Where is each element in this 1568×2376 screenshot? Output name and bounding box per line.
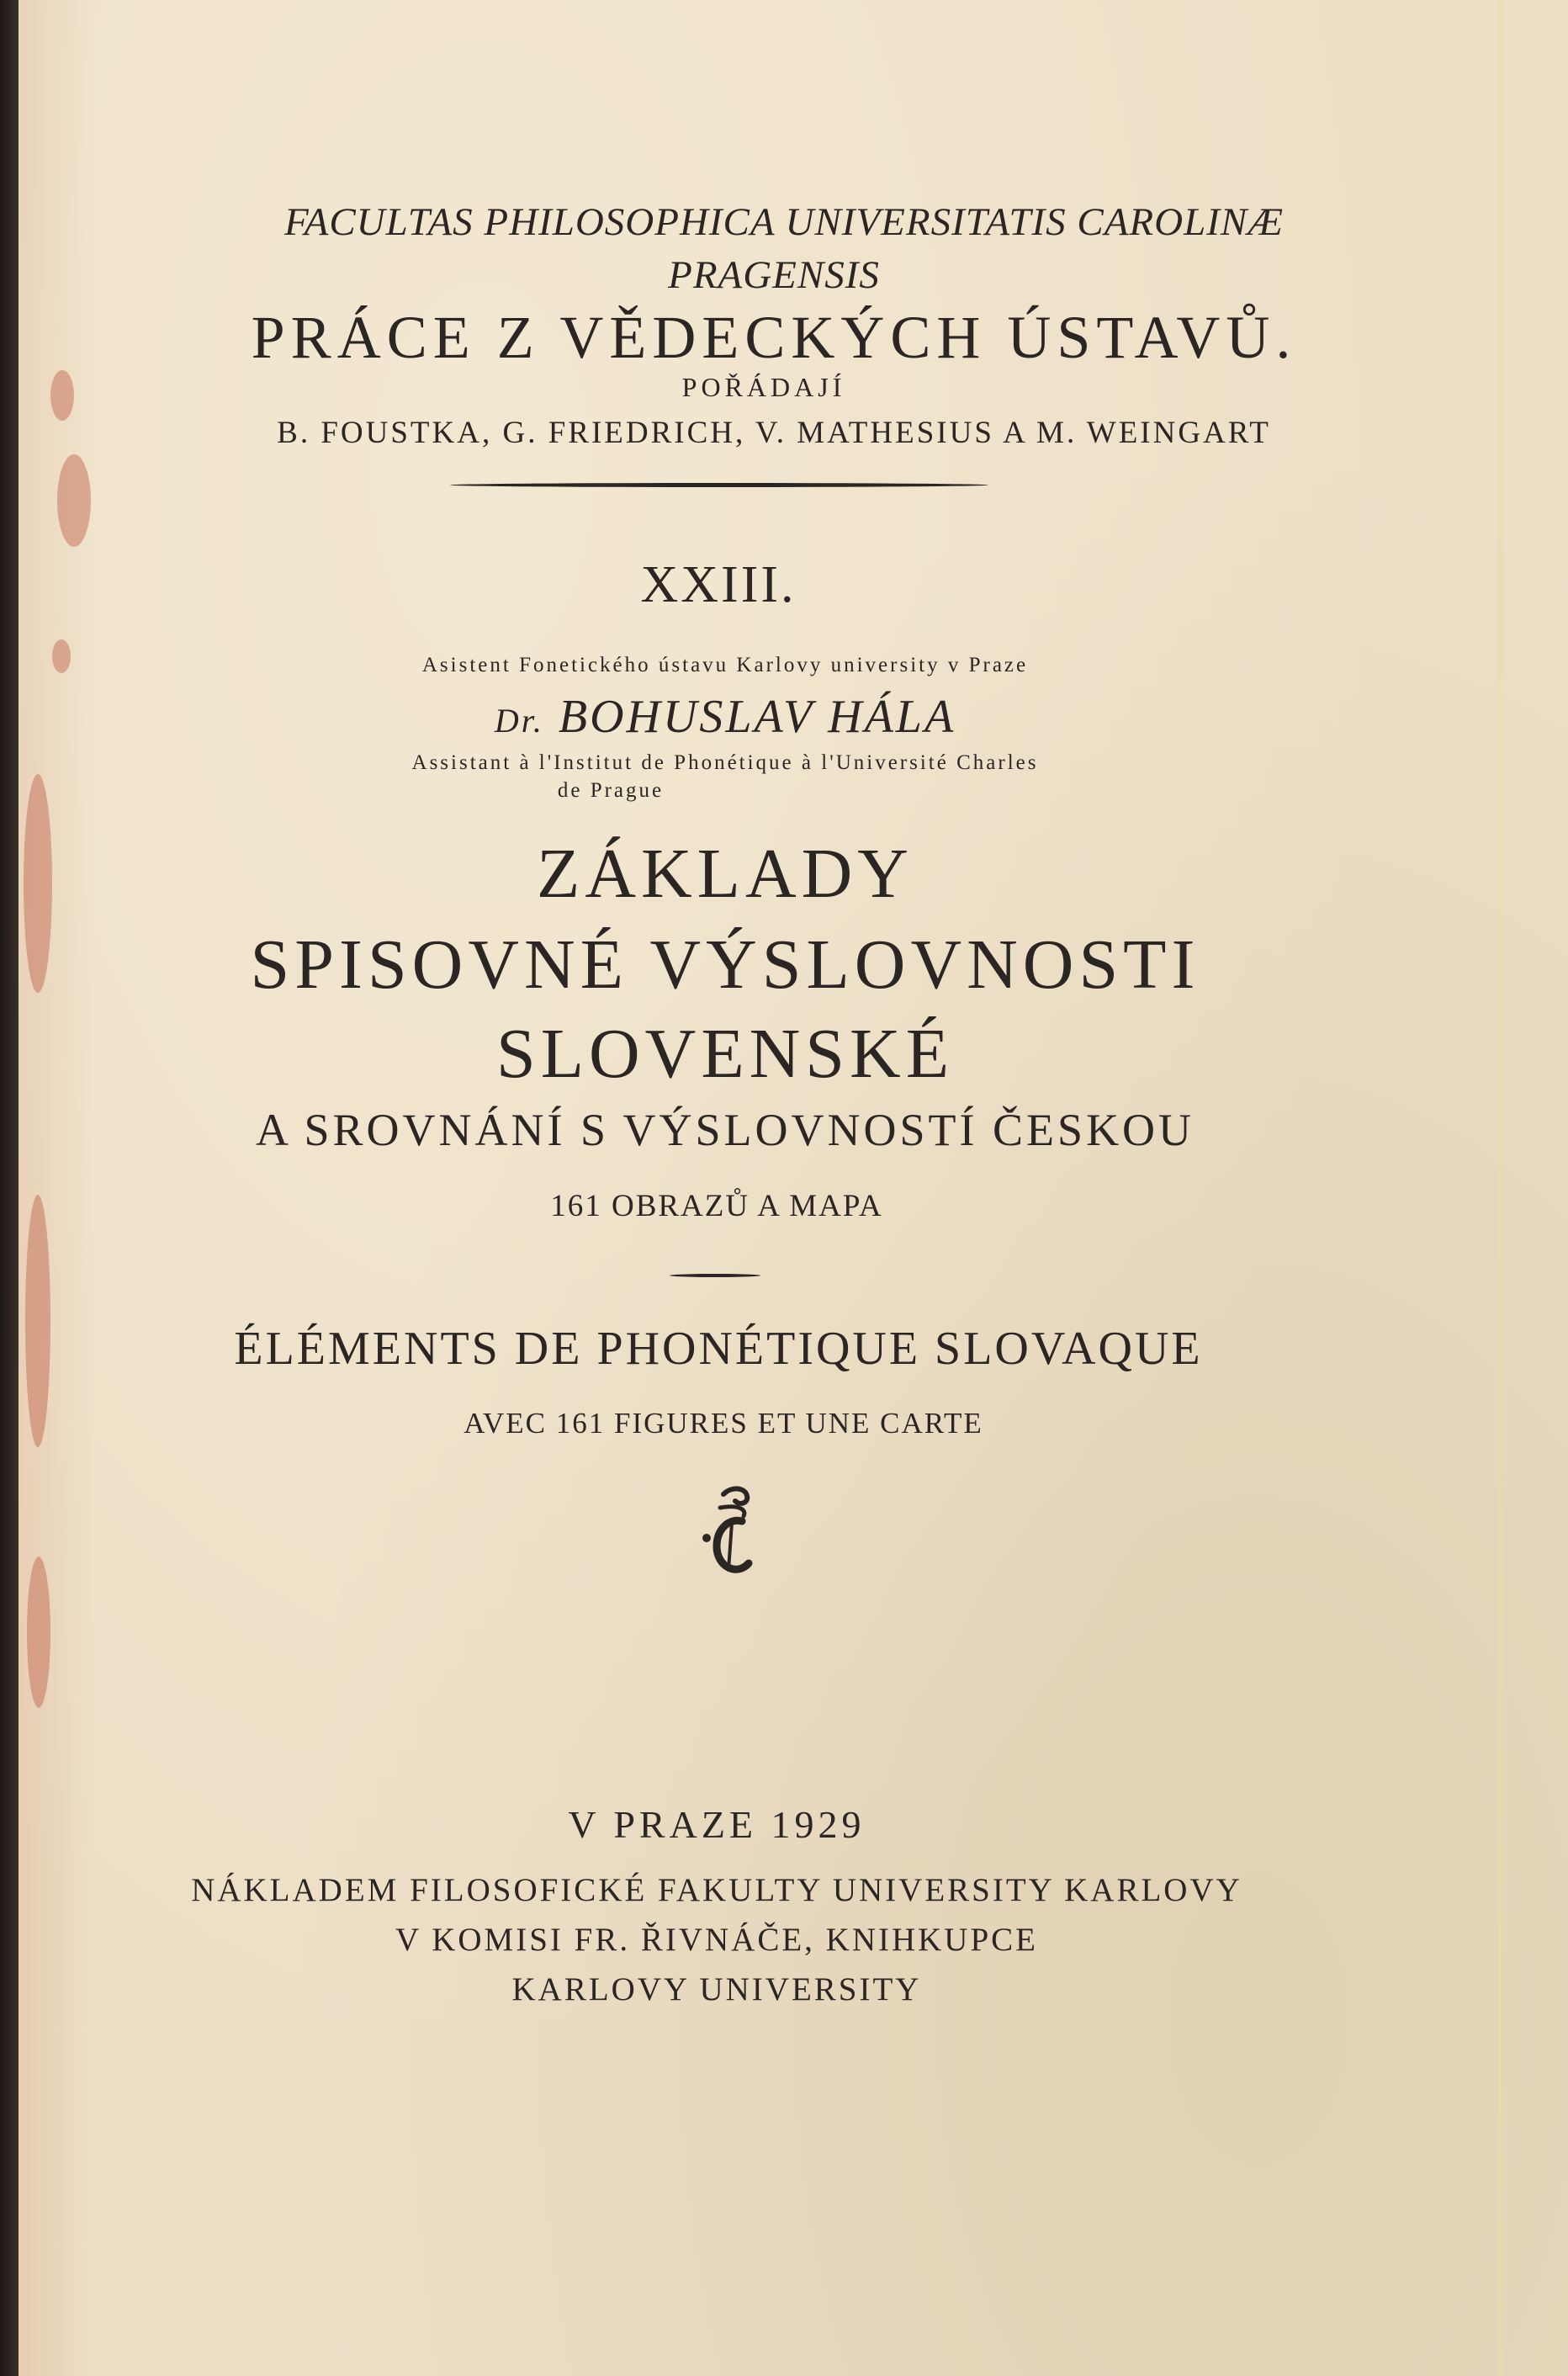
publisher-monogram-icon bbox=[0, 1482, 1568, 1588]
french-title: ÉLÉMENTS DE PHONÉTIQUE SLOVAQUE bbox=[234, 1323, 1203, 1375]
author-prefix: Dr. bbox=[494, 702, 544, 740]
title-divider bbox=[670, 1274, 760, 1277]
header-divider bbox=[450, 483, 988, 487]
author-name-line bbox=[0, 690, 1509, 744]
author-czech-affiliation: Asistent Fonetického ústavu Karlovy university v Praze bbox=[421, 654, 1029, 676]
title-subtitle: A SROVNÁNÍ S VÝSLOVNOSTÍ ČESKOU bbox=[255, 1105, 1195, 1155]
title-figures: 161 OBRAZŮ A MAPA bbox=[550, 1189, 883, 1223]
imprint-line-1: NÁKLADEM FILOSOFICKÉ FAKULTY UNIVERSITY KARLOVY bbox=[191, 1872, 1242, 1908]
volume-number: XXIII. bbox=[640, 556, 797, 613]
editors-label: POŘÁDAJÍ bbox=[681, 372, 846, 402]
stain-mark bbox=[57, 454, 91, 547]
imprint-line-2: V KOMISI FR. ŘIVNÁČE, KNIHKUPCE bbox=[395, 1922, 1038, 1958]
author-french-affiliation-1: Assistant à l'Institut de Phonétique à l'Université Charles bbox=[411, 751, 1039, 774]
imprint-place-year: V PRAZE 1929 bbox=[568, 1803, 866, 1846]
latin-header-line-2: PRAGENSIS bbox=[668, 253, 880, 297]
title-line-3: SLOVENSKÉ bbox=[495, 1015, 954, 1093]
editors-list: B. FOUSTKA, G. FRIEDRICH, V. MATHESIUS A M. WEINGART bbox=[277, 416, 1271, 450]
title-line-1: ZÁKLADY bbox=[537, 835, 914, 913]
imprint-line-3: KARLOVY UNIVERSITY bbox=[511, 1971, 922, 2007]
author-name: BOHUSLAV HÁLA bbox=[558, 691, 956, 743]
title-line-2: SPISOVNÉ VÝSLOVNOSTI bbox=[250, 925, 1200, 1004]
series-title: PRÁCE Z VĚDECKÝCH ÚSTAVŮ. bbox=[251, 304, 1297, 371]
latin-header-line-1: FACULTAS PHILOSOPHICA UNIVERSITATIS CAROLINÆ bbox=[283, 200, 1285, 244]
author-french-affiliation-2: de Prague bbox=[557, 779, 665, 802]
french-figures: AVEC 161 FIGURES ET UNE CARTE bbox=[464, 1407, 983, 1440]
